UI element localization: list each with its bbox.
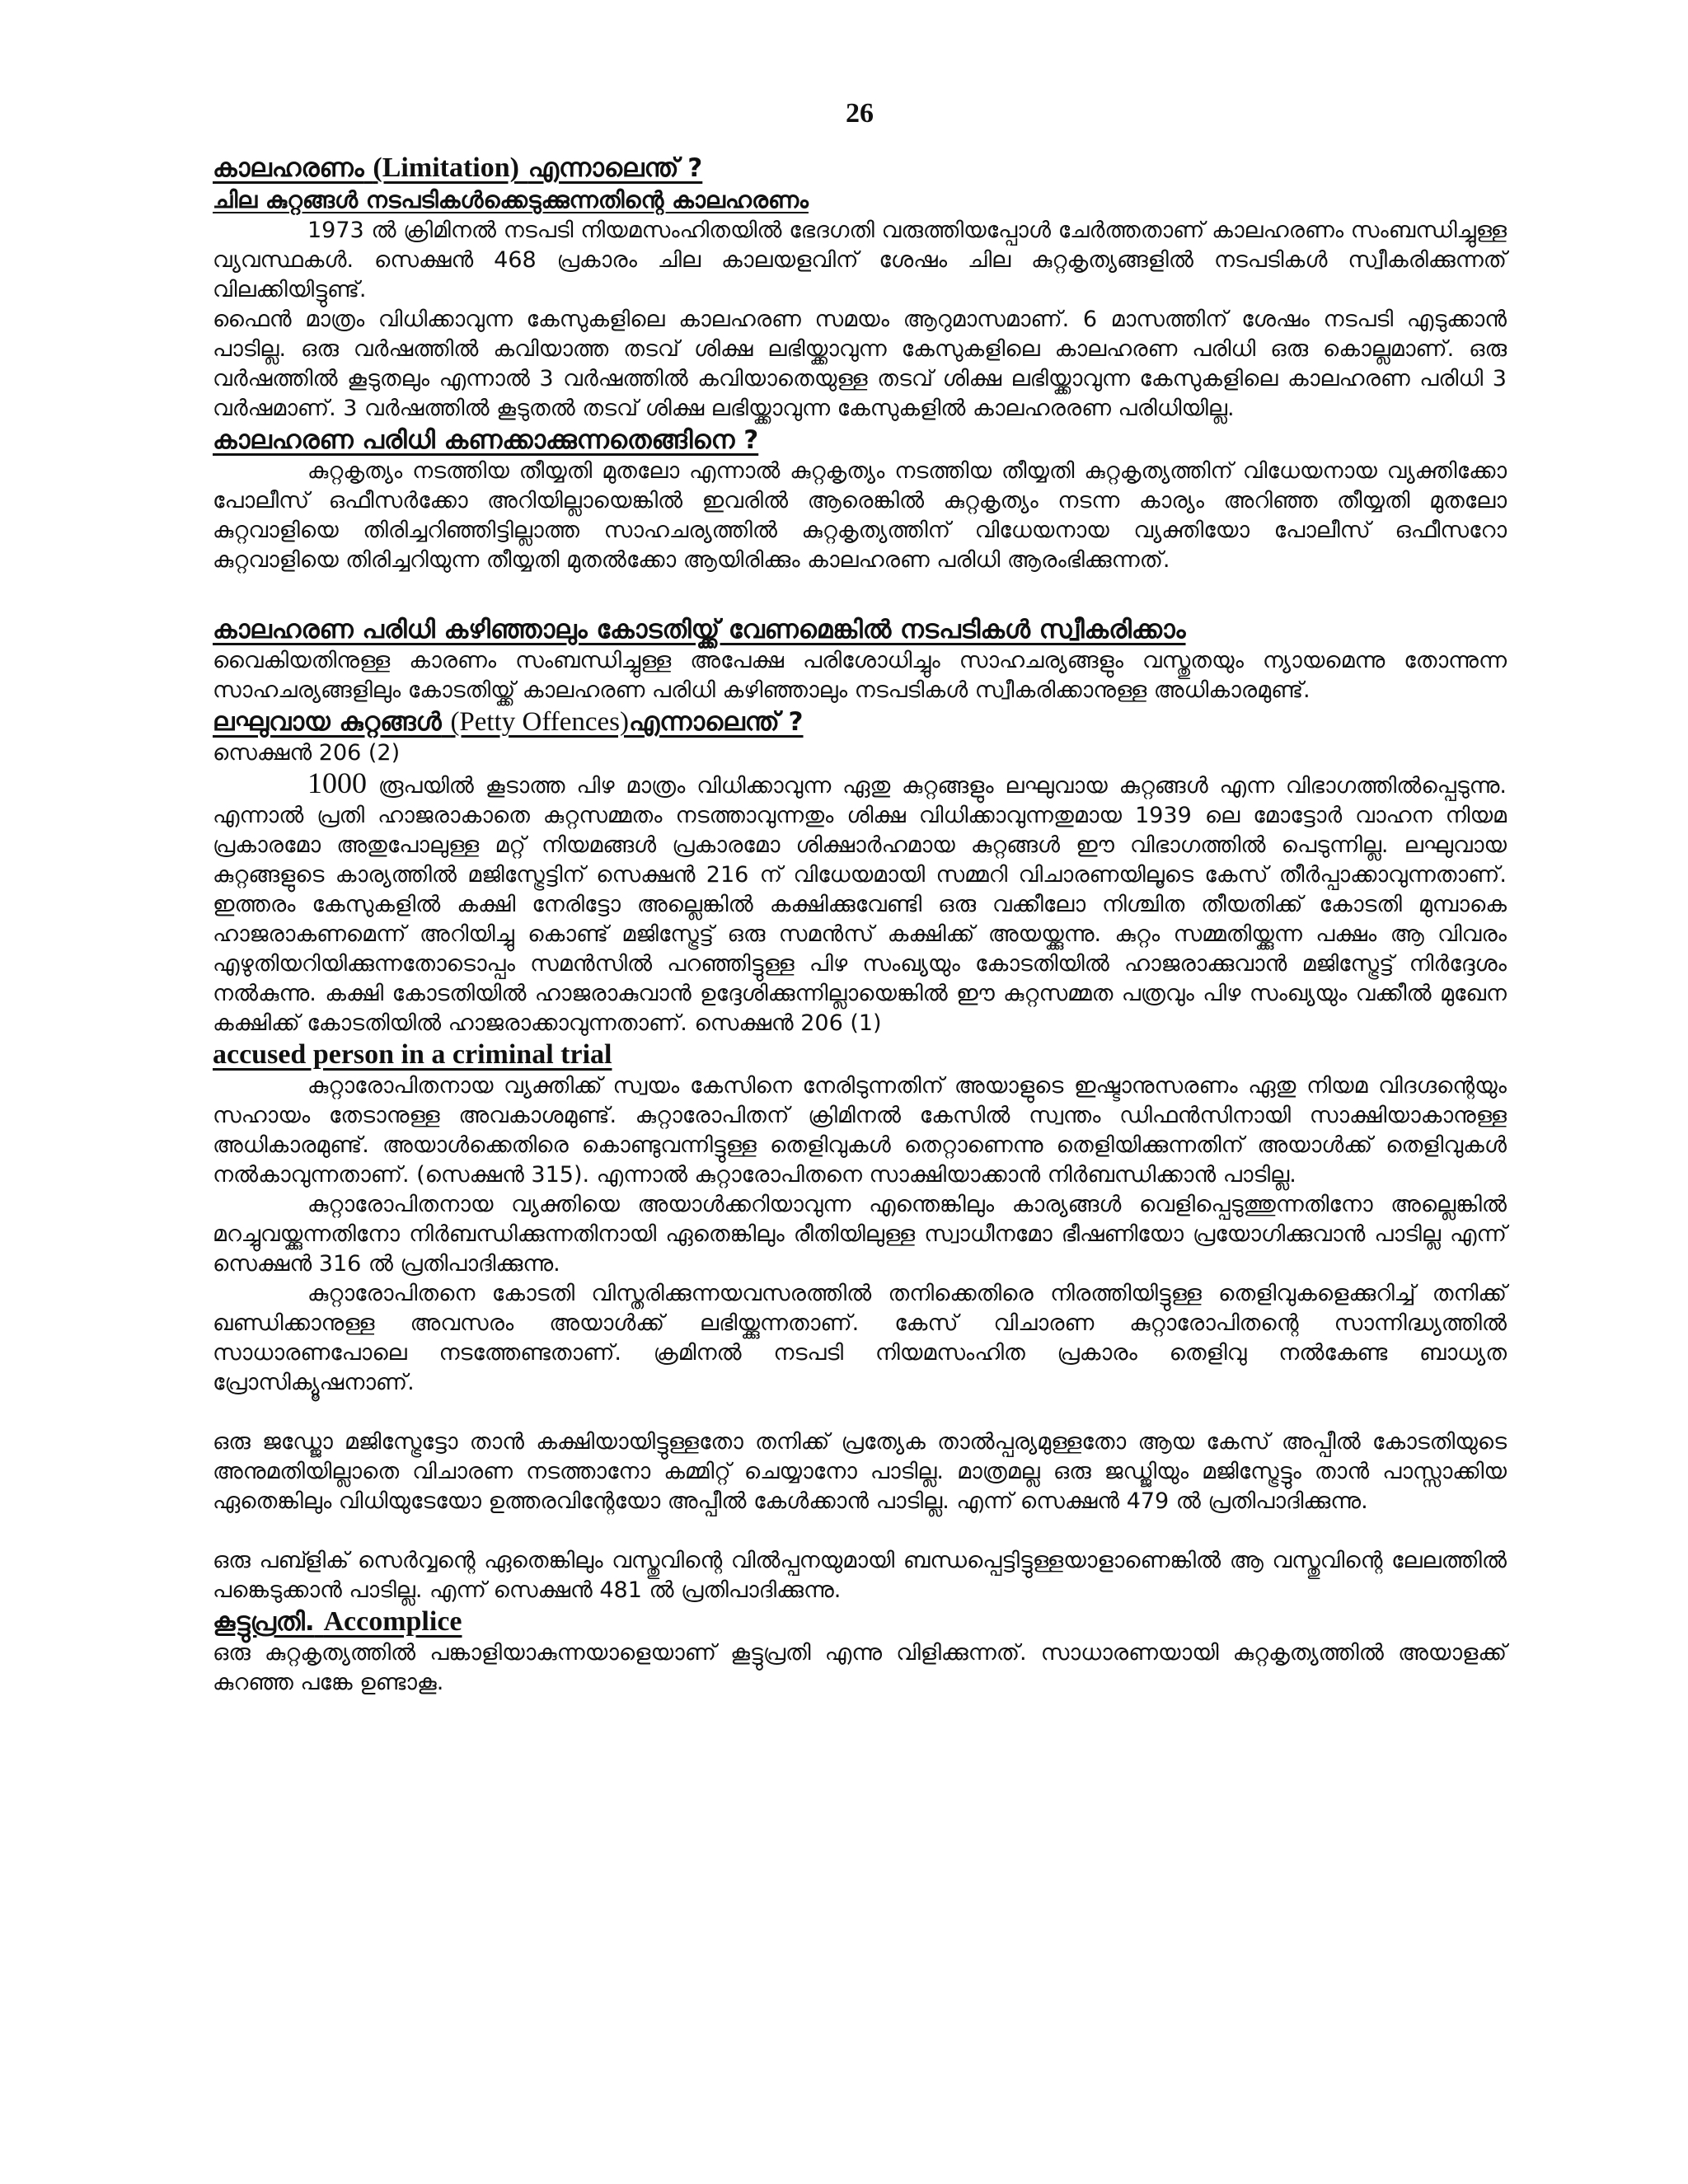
paragraph: കുറ്റാരോപിതനായ വ്യക്തിയെ അയാൾക്കറിയാവുന്ന എന്തെങ്കിലും കാര്യങ്ങൾ വെളിപ്പെടുത്തുന്നതിനോ അല്ലെങ്കിൽ മറച്ചുവയ്ക്കുന്നതിനോ നിർബന്ധിക്കുന്നതിനായി ഏതെങ്കിലും രീതിയിലുള്ള സ്വാധീനമോ ഭീഷണിയോ പ്രയോഗിക്കുവാൻ പാടില്ല എന്ന് സെക്ഷൻ 316 ൽ പ്രതിപാദിക്കുന്നു.: [213, 1192, 1507, 1277]
spacer: [213, 1516, 1507, 1546]
heading-court-discretion: [213, 613, 1507, 646]
page-number: 26: [846, 98, 874, 129]
section-limitation: [213, 152, 1507, 424]
heading-limitation-calc-text: കാലഹരണ പരിധി കണക്കാക്കുന്നതെങ്ങിനെ ?: [213, 425, 759, 455]
heading-accomplice-ml: കൂട്ടുപ്രതി.: [213, 1607, 315, 1637]
paragraph: ഒരു ജഡ്ജോ മജിസ്ട്രേട്ടോ താൻ കക്ഷിയായിട്ടുള്ളതോ തനിക്ക് പ്രത്യേക താൽപ്പര്യമുള്ളതോ ആയ കേസ് അപ്പീൽ കോടതിയുടെ അനുമതിയില്ലാതെ വിചാരണ നടത്താനോ കമ്മിറ്റ് ചെയ്യാനോ പാടില്ല. മാത്രമല്ല ഒരു ജഡ്ജിയും മജിസ്ട്രേട്ടും താൻ പാസ്സാക്കിയ ഏതെങ്കിലും വിധിയുടേയോ ഉത്തരവിന്റേയോ അപ്പീൽ കേൾക്കാൻ പാടില്ല. എന്ന് സെക്ഷൻ 479 ൽ പ്രതിപാദിക്കുന്നു.: [213, 1429, 1507, 1514]
paragraph: വൈകിയതിനുള്ള കാരണം സംബന്ധിച്ചുള്ള അപേക്ഷ പരിശോധിച്ചും സാഹചര്യങ്ങളും വസ്തുതയും ന്യായമെന്നു തോന്നുന്ന സാഹചര്യങ്ങളിലും കോടതിയ്ക്ക് കാലഹരണ പരിധി കഴിഞ്ഞാലും നടപടികൾ സ്വീകരിക്കാനുള്ള അധികാരമുണ്ട്.: [213, 648, 1507, 703]
paragraph: കുറ്റാരോപിതനെ കോടതി വിസ്തരിക്കുന്നയവസരത്തിൽ തനിക്കെതിരെ നിരത്തിയിട്ടുള്ള തെളിവുകളെക്കുറിച്ച് തനിക്ക് ഖണ്ഡിക്കാനുള്ള അവസരം അയാൾക്ക് ലഭിയ്ക്കുന്നതാണ്. കേസ് വിചാരണ കുറ്റാരോപിതന്റെ സാന്നിദ്ധ്യത്തിൽ സാധാരണപോലെ നടത്തേണ്ടതാണ്. ക്രമിനൽ നടപടി നിയമസംഹിത പ്രകാരം തെളിവു നൽകേണ്ട ബാധ്യത പ്രോസിക്യൂഷനാണ്.: [213, 1281, 1507, 1395]
document-page: [213, 97, 1507, 1698]
heading-accused-person: [213, 1038, 1507, 1071]
heading-limitation: [213, 152, 1507, 185]
paragraph: ഒരു പബ്ളിക് സെർവ്വന്റെ ഏതെങ്കിലും വസ്തുവിന്റെ വിൽപ്പനയുമായി ബന്ധപ്പെട്ടിട്ടുള്ളയാളാണെങ്കിൽ ആ വസ്തുവിന്റെ ലേലത്തിൽ പങ്കെടുക്കാൻ പാടില്ല. എന്ന് സെക്ഷൻ 481 ൽ പ്രതിപാദിക്കുന്നു.: [213, 1548, 1507, 1603]
heading-petty-tail: എന്നാലെന്ത് ?: [629, 707, 804, 737]
paragraph: 1973 ൽ ക്രിമിനൽ നടപടി നിയമസംഹിതയിൽ ഭേദഗതി വരുത്തിയപ്പോൾ ചേർത്തതാണ് കാലഹരണം സംബന്ധിച്ചുള്ള വ്യവസ്ഥകൾ. സെക്ഷൻ 468 പ്രകാരം ചില കാലയളവിന് ശേഷം ചില കുറ്റകൃത്യങ്ങളിൽ നടപടികൾ സ്വീകരിക്കുന്നത് വിലക്കിയിട്ടുണ്ട്.: [213, 218, 1507, 302]
heading-limitation-tail: എന്നാലെന്ത് ?: [528, 153, 703, 183]
section-petty-offences: [213, 705, 1507, 1038]
section-accused-person: [213, 1038, 1507, 1605]
paragraph: കുറ്റകൃത്യം നടത്തിയ തീയ്യതി മുതലോ എന്നാൽ കുറ്റകൃത്യം നടത്തിയ തീയ്യതി കുറ്റകൃത്യത്തിന് വിധേയനായ വ്യക്തിക്കോ പോലീസ് ഒഫീസർക്കോ അറിയില്ലായെങ്കിൽ ഇവരിൽ ആരെങ്കിൽ കുറ്റകൃത്യം നടന്ന കാര്യം അറിഞ്ഞ തീയ്യതി മുതലോ കുറ്റവാളിയെ തിരിച്ചറിഞ്ഞിട്ടില്ലാത്ത സാഹചര്യത്തിൽ കുറ്റകൃത്യത്തിന് വിധേയനായ വ്യക്തിയോ പോലീസ് ഒഫീസറോ കുറ്റവാളിയെ തിരിച്ചറിയുന്ന തീയ്യതി മുതൽക്കോ ആയിരിക്കും കാലഹരണ പരിധി ആരംഭിക്കുന്നത്.: [213, 458, 1507, 573]
subheading-limitation: [213, 185, 1507, 216]
heading-petty-offences: [213, 705, 1507, 738]
subheading-limitation-text: ചില കുറ്റങ്ങൾ നടപടികൾക്കെടുക്കുന്നതിന്റെ കാലഹരണം: [213, 186, 809, 213]
heading-accomplice: [213, 1605, 1507, 1638]
section-limitation-calc: [213, 424, 1507, 575]
heading-petty-ml: ലഘുവായ കുറ്റങ്ങൾ: [213, 707, 442, 737]
paragraph: ഫൈൻ മാത്രം വിധിക്കാവുന്ന കേസുകളിലെ കാലഹരണ സമയം ആറുമാസമാണ്. 6 മാസത്തിന് ശേഷം നടപടി എടുക്കാൻ പാടില്ല. ഒരു വർഷത്തിൽ കവിയാത്ത തടവ് ശിക്ഷ ലഭിയ്ക്കാവുന്ന കേസുകളിലെ കാലഹരണ പരിധി ഒരു കൊല്ലമാണ്. ഒരു വർഷത്തിൽ കൂടുതലും എന്നാൽ 3 വർഷത്തിൽ കവിയാതെയുള്ള തടവ് ശിക്ഷ ലഭിയ്ക്കാവുന്ന കേസുകളിലെ കാലഹരണ പരിധി 3 വർഷമാണ്. 3 വർഷത്തിൽ കൂടുതൽ തടവ് ശിക്ഷ ലഭിയ്ക്കാവുന്ന കേസുകളിൽ കാലഹരരണ പരിധിയില്ല.: [213, 307, 1507, 421]
amount-value: 1000: [307, 766, 367, 799]
spacer: [213, 1398, 1507, 1427]
paragraph: ഒരു കുറ്റകൃത്യത്തിൽ പങ്കാളിയാകുന്നയാളെയാണ് കൂട്ടുപ്രതി എന്നു വിളിക്കുന്നത്. സാധാരണയായി കുറ്റകൃത്യത്തിൽ അയാളക്ക് കുറഞ്ഞ പങ്കേ ഉണ്ടാകൂ.: [213, 1640, 1507, 1695]
heading-accomplice-en: Accomplice: [323, 1606, 462, 1637]
heading-petty-en: (Petty Offences): [450, 707, 629, 737]
heading-limitation-ml: കാലഹരണം: [213, 153, 364, 183]
section-court-discretion: [213, 613, 1507, 705]
paragraph-text: രൂപയിൽ കൂടാത്ത പിഴ മാത്രം വിധിക്കാവുന്ന ഏതു കുറ്റങ്ങളും ലഘുവായ കുറ്റങ്ങൾ എന്ന വിഭാഗത്തിൽപ്പെടുന്നു. എന്നാൽ പ്രതി ഹാജരാകാതെ കുറ്റസമ്മതം നടത്താവുന്നതും ശിക്ഷ വിധിക്കാവുന്നതുമായ 1939 ലെ മോട്ടോർ വാഹന നിയമ പ്രകാരമോ അതുപോലുള്ള മറ്റ് നിയമങ്ങൾ പ്രകാരമോ ശിക്ഷാർഹമായ കുറ്റങ്ങൾ ഈ വിഭാഗത്തിൽ പെടുന്നില്ല. ലഘുവായ കുറ്റങ്ങളുടെ കാര്യത്തിൽ മജിസ്ട്രേട്ടിന് സെക്ഷൻ 216 ന് വിധേയമായി സമ്മറി വിചാരണയിലൂടെ കേസ് തീർപ്പാക്കാവുന്നതാണ്. ഇത്തരം കേസുകളിൽ കക്ഷി നേരിട്ടോ അല്ലെങ്കിൽ കക്ഷിക്കുവേണ്ടി ഒരു വക്കീലോ നിശ്ചിത തീയതിക്ക് കോടതി മുമ്പാകെ ഹാജരാകണമെന്ന് അറിയിച്ചു കൊണ്ട് മജിസ്ട്രേട്ട് ഒരു സമൻസ് കക്ഷിക്ക് അയയ്ക്കുന്നു. കുറ്റം സമ്മതിയ്ക്കുന്ന പക്ഷം ആ വിവരം എഴുതിയറിയിക്കുന്നതോടൊപ്പം സമൻസിൽ പറഞ്ഞിട്ടുള്ള പിഴ സംഖ്യയും കോടതിയിൽ ഹാജരാക്കുവാൻ മജിസ്ട്രേട്ട് നിർദ്ദേശം നൽകുന്നു. കക്ഷി കോടതിയിൽ ഹാജരാകുവാൻ ഉദ്ദേശിക്കുന്നില്ലായെങ്കിൽ ഈ കുറ്റസമ്മത പത്രവും പിഴ സംഖ്യയും വക്കീൽ മുഖേന കക്ഷിക്ക് കോടതിയിൽ ഹാജരാക്കാവുന്നതാണ്. സെക്ഷൻ 206 (1): [213, 773, 1507, 1036]
heading-court-discretion-text: കാലഹരണ പരിധി കഴിഞ്ഞാലും കോടതിയ്ക്ക് വേണമെങ്കിൽ നടപടികൾ സ്വീകരിക്കാം: [213, 615, 1186, 644]
section-accomplice: [213, 1605, 1507, 1698]
paragraph: [213, 768, 1507, 1038]
spacer: [213, 575, 1507, 613]
paragraph: കുറ്റാരോപിതനായ വ്യക്തിക്ക് സ്വയം കേസിനെ നേരിടുന്നതിന് അയാളുടെ ഇഷ്ടാനുസരണം ഏതു നിയമ വിദഗ്ദന്റെയും സഹായം തേടാനുള്ള അവകാശമുണ്ട്. കുറ്റാരോപിതന് ക്രിമിനൽ കേസിൽ സ്വന്തം ഡിഫൻസിനായി സാക്ഷിയാകാനുള്ള അധികാരമുണ്ട്. അയാൾക്കെതിരെ കൊണ്ടുവന്നിട്ടുള്ള തെളിവുകൾ തെറ്റാണെന്നു തെളിയിക്കുന്നതിന് അയാൾക്ക് തെളിവുകൾ നൽകാവുന്നതാണ്. (സെക്ഷൻ 315). എന്നാൽ കുറ്റാരോപിതനെ സാക്ഷിയാക്കാൻ നിർബന്ധിക്കാൻ പാടില്ല.: [213, 1073, 1507, 1188]
section-reference: സെക്ഷൻ 206 (2): [213, 740, 401, 766]
heading-limitation-en: (Limitation): [373, 152, 519, 183]
heading-accused-text: accused person in a criminal trial: [213, 1039, 612, 1070]
heading-limitation-calc: [213, 424, 1507, 457]
